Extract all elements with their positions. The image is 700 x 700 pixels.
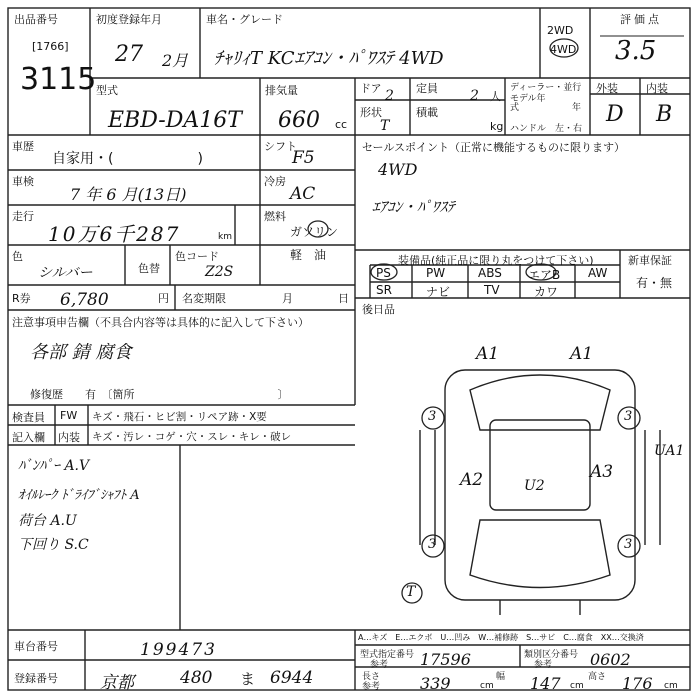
name-change-month: 月: [282, 292, 293, 305]
lot-bracket: [1766]: [32, 40, 69, 53]
height-value: 176: [622, 674, 653, 693]
equip-pw: PW: [426, 266, 446, 280]
inspection-value: 7 年 6 月(13日): [70, 185, 187, 204]
handwritten-note-3: 荷台 A.U: [18, 513, 77, 529]
model-label: 型式: [96, 84, 118, 97]
first-registration-year: 27: [115, 42, 143, 67]
sales-point-label: セールスポイント（正常に機能するものに限ります）: [362, 141, 626, 154]
first-registration-month: 2月: [162, 51, 189, 70]
color-code-label: 色コード: [175, 250, 219, 263]
first-registration-label: 初度登録年月: [96, 13, 162, 26]
load-label: 積載: [416, 106, 438, 119]
drive-2wd: 2WD: [547, 24, 574, 37]
notes-label: 注意事項申告欄（不具合内容等は具体的に記入して下さい）: [12, 316, 309, 329]
displacement-unit: cc: [335, 118, 348, 131]
dimension-ref: 参考: [362, 682, 381, 692]
color-code-value: Z2S: [205, 264, 234, 280]
shape-value: T: [380, 118, 390, 134]
recycle-label: R券: [12, 292, 31, 305]
equip-tv: TV: [484, 283, 500, 297]
equip-aw: AW: [588, 266, 608, 280]
length-unit: cm: [480, 681, 494, 691]
mark-front-left: A1: [476, 344, 500, 364]
interior-label: 内装: [646, 82, 668, 95]
lot-number: 3115: [20, 62, 97, 97]
mark-circle-4: 3: [624, 537, 633, 552]
score-label: 評価点: [620, 13, 662, 26]
height-unit: cm: [664, 681, 678, 691]
mark-front-right: A1: [570, 344, 594, 364]
model-year-unit: 年: [572, 103, 582, 113]
height-label: 高さ: [588, 672, 607, 682]
doors-label: ドア: [360, 82, 382, 95]
type-cert-value: 17596: [420, 650, 471, 669]
registration-area: 京都: [100, 673, 134, 693]
registration-label: 登録番号: [14, 672, 58, 685]
mark-circle-1: 3: [428, 409, 437, 424]
exterior-value: D: [606, 102, 624, 127]
mark-circle-3: 3: [428, 537, 437, 552]
sales-point-line-1: 4WD: [378, 160, 418, 179]
fuel-gasoline: ガソリン: [290, 225, 339, 239]
capacity-unit: 人: [490, 90, 501, 103]
inspection-label: 車検: [12, 175, 34, 188]
exterior-label: 外装: [596, 82, 618, 95]
color-change-label: 色替: [138, 262, 160, 275]
fuel-label: 燃料: [264, 210, 286, 223]
name-change-label: 名変期限: [182, 292, 226, 305]
new-car-warranty-label: 新車保証: [628, 254, 672, 267]
recycle-value: 6,780: [60, 290, 109, 310]
lot-number-label: 出品番号: [14, 13, 58, 26]
registration-class: 480: [180, 668, 213, 688]
color-value: シルバー: [38, 265, 93, 281]
rear-items-label: 後日品: [362, 303, 395, 316]
equip-airbag: エアB: [528, 268, 561, 282]
handwritten-note-1: ﾊﾞﾝﾊﾟｰ A.V: [18, 458, 90, 474]
shape-label: 形状: [360, 106, 382, 119]
doors-value: 2: [385, 88, 394, 104]
score-value: 3.5: [615, 36, 657, 66]
equip-abs: ABS: [478, 266, 502, 280]
mileage-unit: km: [218, 232, 232, 242]
ac-label: 冷房: [264, 175, 286, 188]
shift-value: F5: [292, 148, 315, 168]
handle-label: ハンドル 左・右: [510, 124, 583, 134]
category-label: 類別区分番号: [524, 650, 579, 660]
model-value: EBD-DA16T: [108, 108, 242, 133]
length-label: 長さ: [362, 672, 381, 682]
repair-history-label: 修復歴 有 〔箇所 〕: [30, 388, 289, 401]
ac-value: AC: [290, 184, 316, 204]
name-change-day: 日: [338, 292, 349, 305]
equipment-label: 装備品(純正品に限り丸をつけて下さい): [398, 254, 594, 267]
mark-tire: T: [406, 584, 416, 600]
equip-sr: SR: [376, 283, 392, 297]
sales-point-line-2: ｴｱｺﾝ・ﾊﾟﾜｽﾃ: [372, 198, 455, 216]
inspector-label-2: 記入欄: [12, 431, 45, 444]
recycle-unit: 円: [158, 292, 169, 305]
displacement-label: 排気量: [265, 84, 298, 97]
notes-value: 各部 錆 腐食: [30, 342, 132, 363]
usage-value: 自家用・( ): [52, 151, 203, 167]
inspector-fw-text: キズ・飛石・ヒビ割・リペア跡・X要: [92, 411, 267, 423]
inspector-interior: 内装: [58, 431, 80, 444]
mark-circle-2: 3: [624, 409, 633, 424]
mark-right-edge: UA1: [654, 443, 685, 459]
mileage-label: 走行: [12, 210, 34, 223]
car-grade-value: ﾁｬﾘｨT KCｴｱｺﾝ・ﾊﾟﾜｽﾃ 4WD: [214, 48, 444, 69]
mark-center: U2: [524, 478, 545, 494]
displacement-value: 660: [278, 108, 320, 133]
inspector-interior-text: キズ・汚レ・コゲ・穴・スレ・キレ・破レ: [92, 431, 292, 443]
drive-4wd: 4WD: [550, 43, 577, 56]
chassis-value: 199473: [140, 640, 217, 660]
length-value: 339: [420, 674, 451, 693]
inspector-label-1: 検査員: [12, 411, 45, 424]
new-car-warranty-value: 有・無: [636, 276, 673, 290]
damage-legend: A…キズ E…エクボ U…凹み W…補修跡 S…サビ C…腐食 XX…交換済: [358, 633, 644, 642]
capacity-value: 2: [470, 88, 479, 104]
type-cert-ref: 参考: [370, 660, 389, 670]
mileage-value: 10万6千287: [48, 222, 181, 246]
dealer-label: ディーラー・並行: [510, 83, 582, 93]
equip-leather: カワ: [534, 285, 559, 299]
equip-ps: PS: [376, 266, 391, 280]
interior-value: B: [656, 102, 673, 127]
inspector-fw: FW: [60, 409, 78, 422]
mark-right-side: A3: [590, 462, 614, 482]
category-value: 0602: [590, 650, 631, 669]
load-unit: kg: [490, 120, 504, 133]
registration-kana: ま: [240, 670, 256, 688]
color-label: 色: [12, 250, 23, 263]
model-year-label: モデル年式: [510, 94, 546, 113]
fuel-diesel: 軽 油: [290, 248, 327, 262]
handwritten-note-2: ｵｲﾙﾚｰｸ ﾄﾞﾗｲﾌﾞｼｬﾌﾄ A: [18, 488, 140, 503]
width-value: 147: [530, 674, 561, 693]
mark-left-side: A2: [460, 470, 484, 490]
type-cert-label: 型式指定番号: [360, 650, 415, 660]
width-unit: cm: [570, 681, 584, 691]
usage-label: 車歴: [12, 140, 34, 153]
category-ref: 参考: [534, 660, 553, 670]
registration-number: 6944: [270, 668, 314, 688]
handwritten-note-4: 下回り S.C: [18, 537, 89, 553]
chassis-label: 車台番号: [14, 640, 58, 653]
shift-label: シフト: [264, 140, 297, 153]
width-label: 幅: [496, 672, 506, 682]
capacity-label: 定員: [416, 82, 438, 95]
equip-navi: ナビ: [426, 285, 451, 299]
car-grade-label: 車名・グレード: [206, 13, 283, 26]
